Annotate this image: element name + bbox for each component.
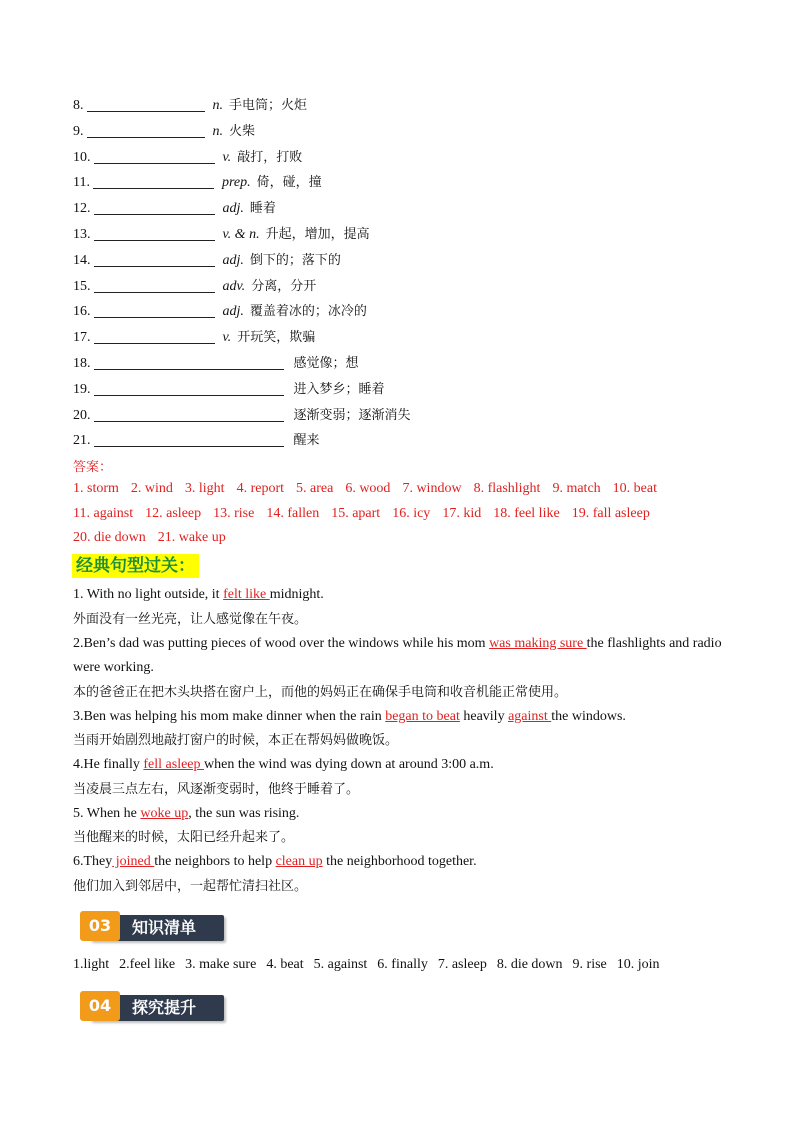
item-number: 19.	[73, 382, 91, 397]
sentence-2: 2.Ben’s dad was putting pieces of wood over the windows while his mom was making sure the flashlights and radio	[73, 636, 722, 651]
answer-item: 7. window	[402, 481, 462, 496]
vocab-row	[73, 301, 367, 323]
definition: 醒来	[293, 433, 320, 448]
part-of-speech: v.	[222, 330, 232, 345]
answer-item: 14. fallen	[266, 506, 320, 521]
definition: 开玩笑，欺骗	[237, 330, 316, 345]
knowledge-item: 4. beat	[266, 957, 304, 972]
answer-blank[interactable]	[94, 353, 284, 370]
sentence-2-translation: 本的爸爸正在把木头块搭在窗户上，而他的妈妈正在确保手电筒和收音机能正常使用。	[73, 685, 568, 700]
sentence-6: 6.They joined the neighbors to help clean up the neighborhood together.	[73, 854, 477, 869]
answer-item: 12. asleep	[145, 506, 202, 521]
answer-item: 9. match	[552, 481, 601, 496]
item-number: 8.	[73, 98, 84, 113]
answer-blank[interactable]	[94, 147, 215, 164]
vocab-row	[73, 198, 276, 220]
item-number: 16.	[73, 304, 91, 319]
sentence-1-translation: 外面没有一丝光亮，让人感觉像在午夜。	[73, 612, 308, 627]
answer-blank[interactable]	[94, 405, 284, 422]
knowledge-item: 8. die down	[496, 957, 563, 972]
sentence-section-title: 经典句型过关：	[72, 554, 199, 578]
part-of-speech: adj.	[222, 201, 244, 216]
answer-blank[interactable]	[94, 430, 284, 447]
knowledge-item: 2.feel like	[119, 957, 176, 972]
item-number: 13.	[73, 227, 91, 242]
vocab-row	[73, 327, 315, 349]
section-number: 04	[80, 991, 120, 1021]
part-of-speech: v. & n.	[222, 227, 260, 242]
answer-item: 6. wood	[345, 481, 391, 496]
answer-item: 18. feel like	[493, 506, 560, 521]
definition: 倚，碰，撞	[256, 175, 322, 190]
answer-item: 16. icy	[392, 506, 431, 521]
part-of-speech: adj.	[222, 253, 244, 268]
answer-blank[interactable]	[87, 95, 205, 112]
vocab-row	[73, 121, 255, 143]
answer-item: 1. storm	[73, 481, 119, 496]
section-number: 03	[80, 911, 120, 941]
answers-line	[73, 530, 238, 546]
answer-item: 10. beat	[612, 481, 657, 496]
sentence-2-continued: were working.	[73, 660, 154, 675]
definition: 倒下的；落下的	[249, 253, 341, 268]
item-number: 10.	[73, 150, 91, 165]
definition: 分离，分开	[251, 279, 317, 294]
definition: 睡着	[249, 201, 276, 216]
section-title: 知识清单	[132, 918, 197, 937]
answer-blank[interactable]	[94, 224, 215, 241]
item-number: 17.	[73, 330, 91, 345]
answer-fill: clean up	[275, 854, 323, 869]
part-of-speech: adj.	[222, 304, 244, 319]
answer-fill: woke up	[140, 806, 189, 821]
vocab-row	[73, 147, 302, 169]
part-of-speech: prep.	[221, 175, 251, 190]
part-of-speech: adv.	[222, 279, 246, 294]
definition: 火柴	[229, 124, 256, 139]
phrase-row	[73, 405, 411, 427]
answers-line	[73, 481, 669, 497]
definition: 逐渐变弱；逐渐消失	[293, 408, 411, 423]
answer-item: 21. wake up	[157, 530, 226, 545]
answer-item: 20. die down	[73, 530, 146, 545]
item-number: 15.	[73, 279, 91, 294]
answer-item: 15. apart	[331, 506, 381, 521]
answers-line	[73, 506, 662, 522]
knowledge-item: 1.light	[73, 957, 110, 972]
knowledge-item: 9. rise	[572, 957, 607, 972]
answer-fill: began to beat	[385, 709, 460, 724]
definition: 手电筒；火炬	[229, 98, 308, 113]
answer-blank[interactable]	[94, 198, 215, 215]
answer-item: 11. against	[73, 506, 134, 521]
definition: 升起，增加，提高	[265, 227, 370, 242]
vocab-row	[73, 276, 316, 298]
sentence-3-translation: 当雨开始剧烈地敲打窗户的时候，本正在帮妈妈做晚饭。	[73, 733, 399, 748]
answer-fill: fell asleep	[143, 757, 205, 772]
answer-item: 2. wind	[130, 481, 173, 496]
answer-blank[interactable]	[93, 172, 214, 189]
answer-fill: felt like	[223, 587, 270, 602]
knowledge-item: 5. against	[313, 957, 368, 972]
knowledge-item: 3. make sure	[185, 957, 257, 972]
answer-item: 4. report	[236, 481, 284, 496]
sentence-5: 5. When he woke up, the sun was rising.	[73, 806, 300, 821]
phrase-row	[73, 379, 385, 401]
section-title: 探究提升	[132, 998, 197, 1017]
sentence-4-translation: 当凌晨三点左右，风逐渐变弱时，他终于睡着了。	[73, 782, 360, 797]
answer-fill: against	[508, 709, 552, 724]
knowledge-item: 6. finally	[377, 957, 428, 972]
answer-fill: was making sure	[489, 636, 587, 651]
answer-blank[interactable]	[94, 301, 215, 318]
sentence-1: 1. With no light outside, it felt like midnight.	[73, 587, 324, 602]
answer-blank[interactable]	[94, 250, 215, 267]
phrase-row	[73, 430, 320, 452]
answer-blank[interactable]	[87, 121, 205, 138]
definition: 覆盖着冰的；冰冷的	[249, 304, 367, 319]
vocab-row	[73, 95, 307, 117]
vocab-row	[73, 250, 341, 272]
knowledge-item: 10. join	[616, 957, 660, 972]
knowledge-list	[73, 957, 670, 973]
answer-item: 19. fall asleep	[571, 506, 650, 521]
answer-item: 8. flashlight	[473, 481, 541, 496]
part-of-speech: n.	[212, 98, 223, 113]
item-number: 20.	[73, 408, 91, 423]
part-of-speech: n.	[212, 124, 223, 139]
answers-label: 答案：	[73, 460, 113, 475]
vocab-row	[73, 172, 322, 194]
knowledge-item: 7. asleep	[437, 957, 487, 972]
sentence-6-translation: 他们加入到邻居中，一起帮忙清扫社区。	[73, 879, 308, 894]
section-03-badge	[80, 911, 226, 943]
item-number: 9.	[73, 124, 84, 139]
answer-blank[interactable]	[94, 379, 284, 396]
answer-blank[interactable]	[94, 276, 215, 293]
definition: 感觉像；想	[293, 356, 359, 371]
vocab-row	[73, 224, 370, 246]
sentence-3: 3.Ben was helping his mom make dinner when the rain began to beat heavily against the windows.	[73, 709, 626, 724]
answer-item: 13. rise	[213, 506, 255, 521]
definition: 进入梦乡；睡着	[293, 382, 385, 397]
item-number: 12.	[73, 201, 91, 216]
item-number: 14.	[73, 253, 91, 268]
answer-blank[interactable]	[94, 327, 215, 344]
item-number: 18.	[73, 356, 91, 371]
sentence-5-translation: 当他醒来的时候，太阳已经升起来了。	[73, 830, 295, 845]
phrase-row	[73, 353, 359, 375]
answer-item: 17. kid	[442, 506, 482, 521]
item-number: 21.	[73, 433, 91, 448]
answer-fill: joined	[112, 854, 155, 869]
answer-item: 3. light	[184, 481, 225, 496]
answer-item: 5. area	[296, 481, 334, 496]
section-04-badge	[80, 991, 226, 1023]
definition: 敲打，打败	[237, 150, 303, 165]
sentence-4: 4.He finally fell asleep when the wind was dying down at around 3:00 a.m.	[73, 757, 494, 772]
part-of-speech: v.	[222, 150, 232, 165]
item-number: 11.	[73, 175, 90, 190]
